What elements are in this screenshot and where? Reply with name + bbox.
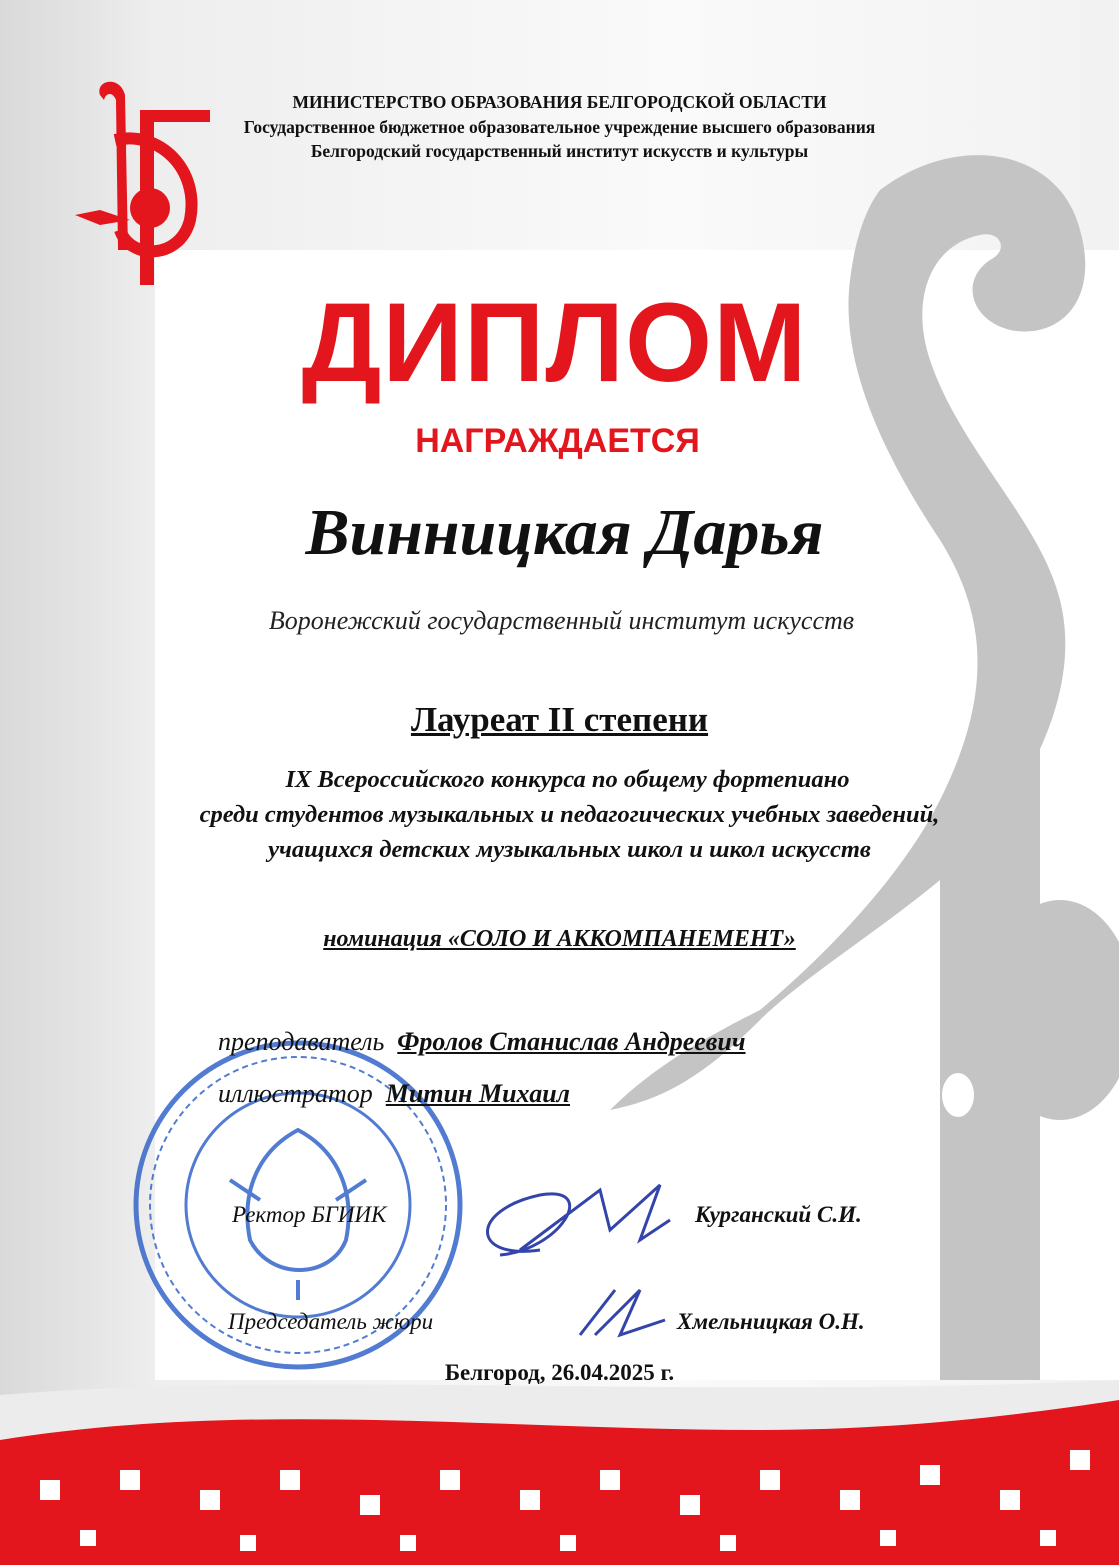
nomination: номинация «СОЛО И АККОМПАНЕМЕНТ» [323, 926, 796, 952]
competition-line: среди студентов музыкальных и педагогических учебных заведений, [199, 801, 940, 828]
award-degree: Лауреат II степени [410, 700, 709, 739]
illustrator-name: Митин Михаил [385, 1079, 570, 1108]
red-ornament-border [0, 1380, 1119, 1565]
place-and-date: Белгород, 26.04.2025 г. [444, 1360, 675, 1385]
rector-label: Ректор БГИИК [232, 1202, 387, 1227]
competition-line: учащихся детских музыкальных школ и школ искусств [268, 836, 871, 863]
rector-name: Курганский С.И. [695, 1202, 862, 1227]
teacher-name: Фролов Станислав Андреевич [397, 1027, 746, 1056]
header-ministry: МИНИСТЕРСТВО ОБРАЗОВАНИЯ БЕЛГОРОДСКОЙ ОБЛАСТИ [292, 92, 827, 112]
chair-name: Хмельницкая О.Н. [677, 1309, 865, 1334]
chair-label: Председатель жюри [228, 1309, 434, 1334]
illustrator-line [218, 1079, 570, 1109]
header-institute-name: Белгородский государственный институт искусств и культуры [310, 141, 809, 161]
header-institution-type: Государственное бюджетное образовательное учреждение высшего образования [243, 117, 876, 137]
teacher-line [218, 1027, 746, 1057]
competition-line: IX Всероссийского конкурса по общему фортепиано [285, 766, 850, 793]
diploma-title: ДИПЛОМ [301, 280, 808, 405]
illustrator-label: иллюстратор [218, 1079, 373, 1108]
recipient-name: Винницкая Дарья [305, 496, 824, 569]
recipient-institution: Воронежский государственный институт искусств [268, 606, 855, 635]
awarded-label: НАГРАЖДАЕТСЯ [415, 422, 700, 460]
teacher-label: преподаватель [218, 1027, 385, 1056]
